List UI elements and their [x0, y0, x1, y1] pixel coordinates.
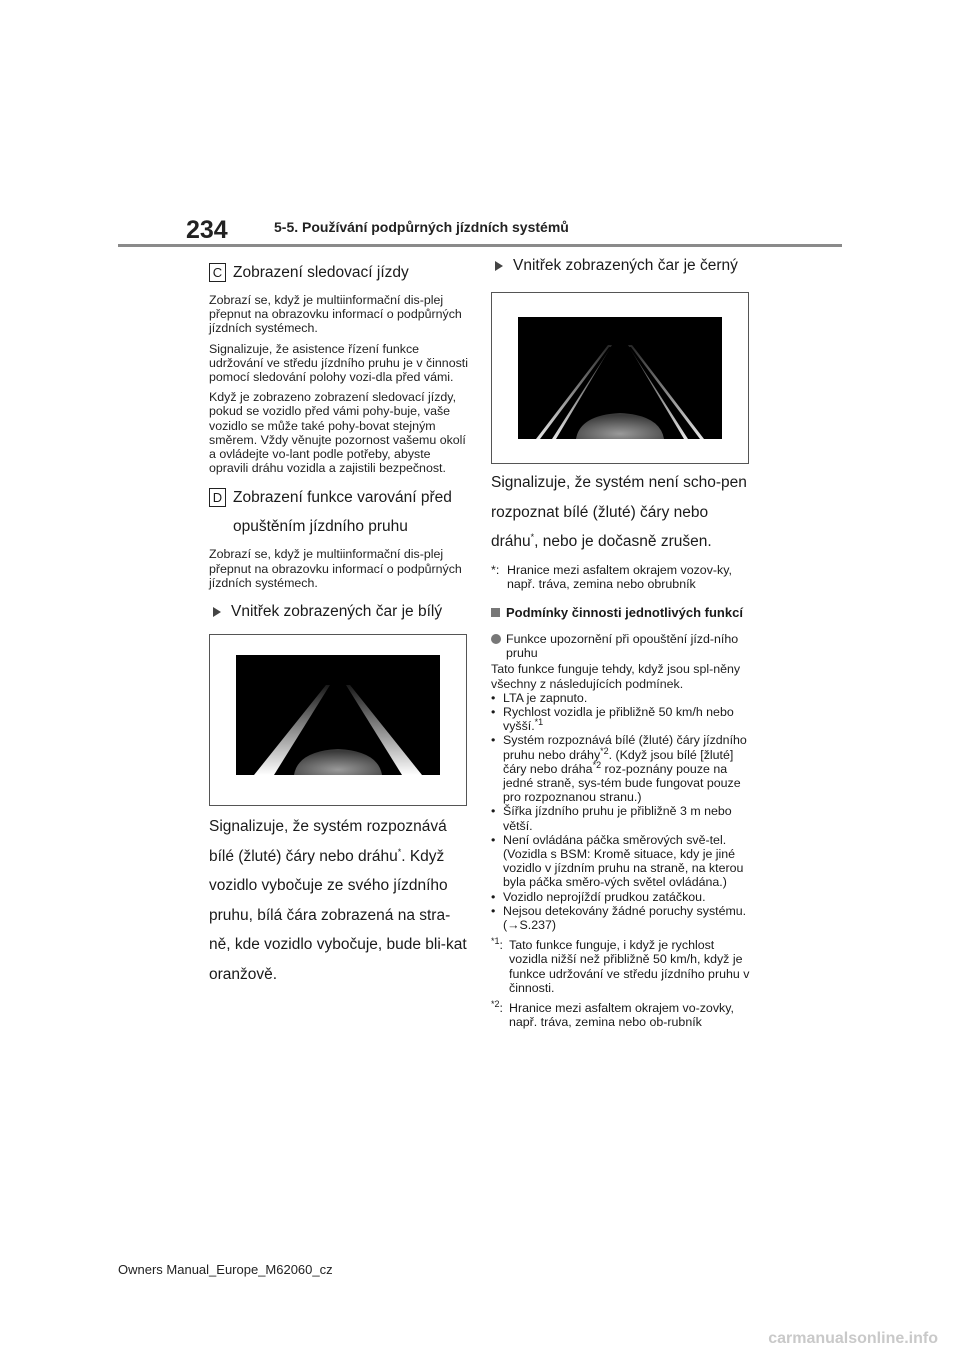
footer-manual-id: Owners Manual_Europe_M62060_cz [118, 1262, 333, 1277]
black-lane-lines-image [518, 317, 722, 439]
section-c-heading [209, 258, 471, 287]
section-c-para-2: Signalizuje, že asistence řízení funkce udržování ve středu jízdního pruhu je v činnosti pomocí sledování polohy vozi-dla před vámi. [209, 341, 468, 385]
white-lines-heading [209, 600, 471, 624]
white-lane-lines-image [236, 655, 440, 775]
black-lines-figure [491, 292, 749, 464]
list-item: • Vozidlo neprojíždí prudkou zatáčkou. [491, 889, 706, 904]
vehicle-icon [294, 749, 382, 775]
header-rule [118, 244, 842, 247]
display-screen-white [236, 655, 440, 775]
left-column [209, 258, 471, 989]
section-title: 5-5. Používání podpůrných jízdních systémů [274, 219, 569, 235]
conditions-heading: Podmínky činnosti jednotlivých funkcí [491, 605, 753, 620]
section-d-para: Zobrazí se, když je multiinformační dis-plej přepnut na obrazovku informací o podpůrných jízdních systémech. [209, 547, 462, 590]
section-c-para-3: Když je zobrazeno zobrazení sledovací jízdy, pokud se vozidlo před vámi pohy-buje, vaše vozidlo se může také pohy-bovat stejným směrem. Vždy věnujte pozornost vašemu okolí a ovládejte vo-lant podle potřeby, abyste opravili dráhu vozidla a zajistili bezpečnost. [209, 390, 466, 476]
section-d-heading [209, 483, 471, 541]
watermark-logo: carmanualsonline.info [768, 1330, 938, 1347]
triangle-bullet-icon [495, 261, 503, 271]
right-column [491, 254, 753, 1029]
label-c-box: C [209, 263, 226, 282]
list-item: • LTA je zapnuto. [491, 690, 588, 705]
label-d-box: D [209, 488, 226, 507]
conditions-list [491, 691, 753, 932]
section-c-para-1: Zobrazí se, když je multiinformační dis-plej přepnut na obrazovku informací o podpůrných jízdních systémech. [209, 293, 462, 336]
function-heading: Funkce upozornění při opouštění jízd-ního pruhu [491, 632, 753, 660]
white-lines-description: Signalizuje, že systém rozpoznává bílé (žluté) čáry nebo dráhu*. Když vozidlo vybočuje ze svého jízdního pruhu, bílá čára zobrazená na stra-ně, kde vozidlo vybočuje, bude bli-kat oranžově. [209, 818, 467, 983]
white-lines-figure [209, 634, 467, 806]
list-item: • Rychlost vozidla je přibližně 50 km/h nebo vyšší.$^{*1}$ [491, 704, 734, 734]
function-intro: Tato funkce funguje tehdy, když jsou spl-něny všechny z následujících podmínek. [491, 662, 741, 691]
footnote-star: *: Hranice mezi asfaltem okrajem vozov-ky, např. tráva, zemina nebo obrubník [491, 562, 732, 591]
triangle-bullet-icon [213, 607, 221, 617]
page-reference-link[interactable]: Nejsou detekovány žádné poruchy systému. (→S.237) [503, 903, 747, 932]
section-c-title: Zobrazení sledovací jízdy [233, 264, 409, 281]
footnote-1: $^{*1}$: Tato funkce funguje, i když je rychlost vozidla nižší než přibližně 50 km/h, když je funkce udržování ve středu jízdního pruhu v činnosti. [491, 936, 750, 995]
display-screen-black [518, 317, 722, 439]
list-item: • Systém rozpoznává bílé (žluté) čáry jízdního pruhu nebo dráhy$^{*2}$. (Když jsou bílé [žluté] čáry nebo dráha$^{*2}$ roz-poznány pouze na jedné straně, sys-tém bude fungovat pouze pro rozpoznanou stranu.) [491, 733, 747, 805]
section-d-title: Zobrazení funkce varování před opuštěním jízdního pruhu [233, 489, 452, 536]
black-lines-heading-text: Vnitřek zobrazených čar je černý [513, 257, 738, 274]
black-lines-heading [491, 254, 753, 278]
white-lines-heading-text: Vnitřek zobrazených čar je bílý [231, 603, 443, 621]
list-item: • Nejsou detekovány žádné poruchy systému. (→S.237) [491, 904, 753, 932]
vehicle-icon [576, 413, 664, 439]
circle-bullet-icon [491, 634, 501, 644]
square-bullet-icon [491, 608, 500, 617]
list-item: • Šířka jízdního pruhu je přibližně 3 m nebo větší. [491, 804, 732, 833]
black-lines-description: Signalizuje, že systém není scho-pen rozpoznat bílé (žluté) čáry nebo dráhu*, nebo je dočasně zrušen. [491, 474, 747, 550]
list-item: • Není ovládána páčka směrových svě-tel. (Vozidla s BSM: Kromě situace, kdy je jiné vozidlo v jízdním pruhu na straně, na kterou byla páčka směro-vých světel ovládána.) [491, 832, 744, 890]
page-number: 234 [186, 216, 228, 244]
footnote-2: $^{*2}$: Hranice mezi asfaltem okrajem vo-zovky, např. tráva, zemina nebo ob-rubník [491, 998, 734, 1030]
